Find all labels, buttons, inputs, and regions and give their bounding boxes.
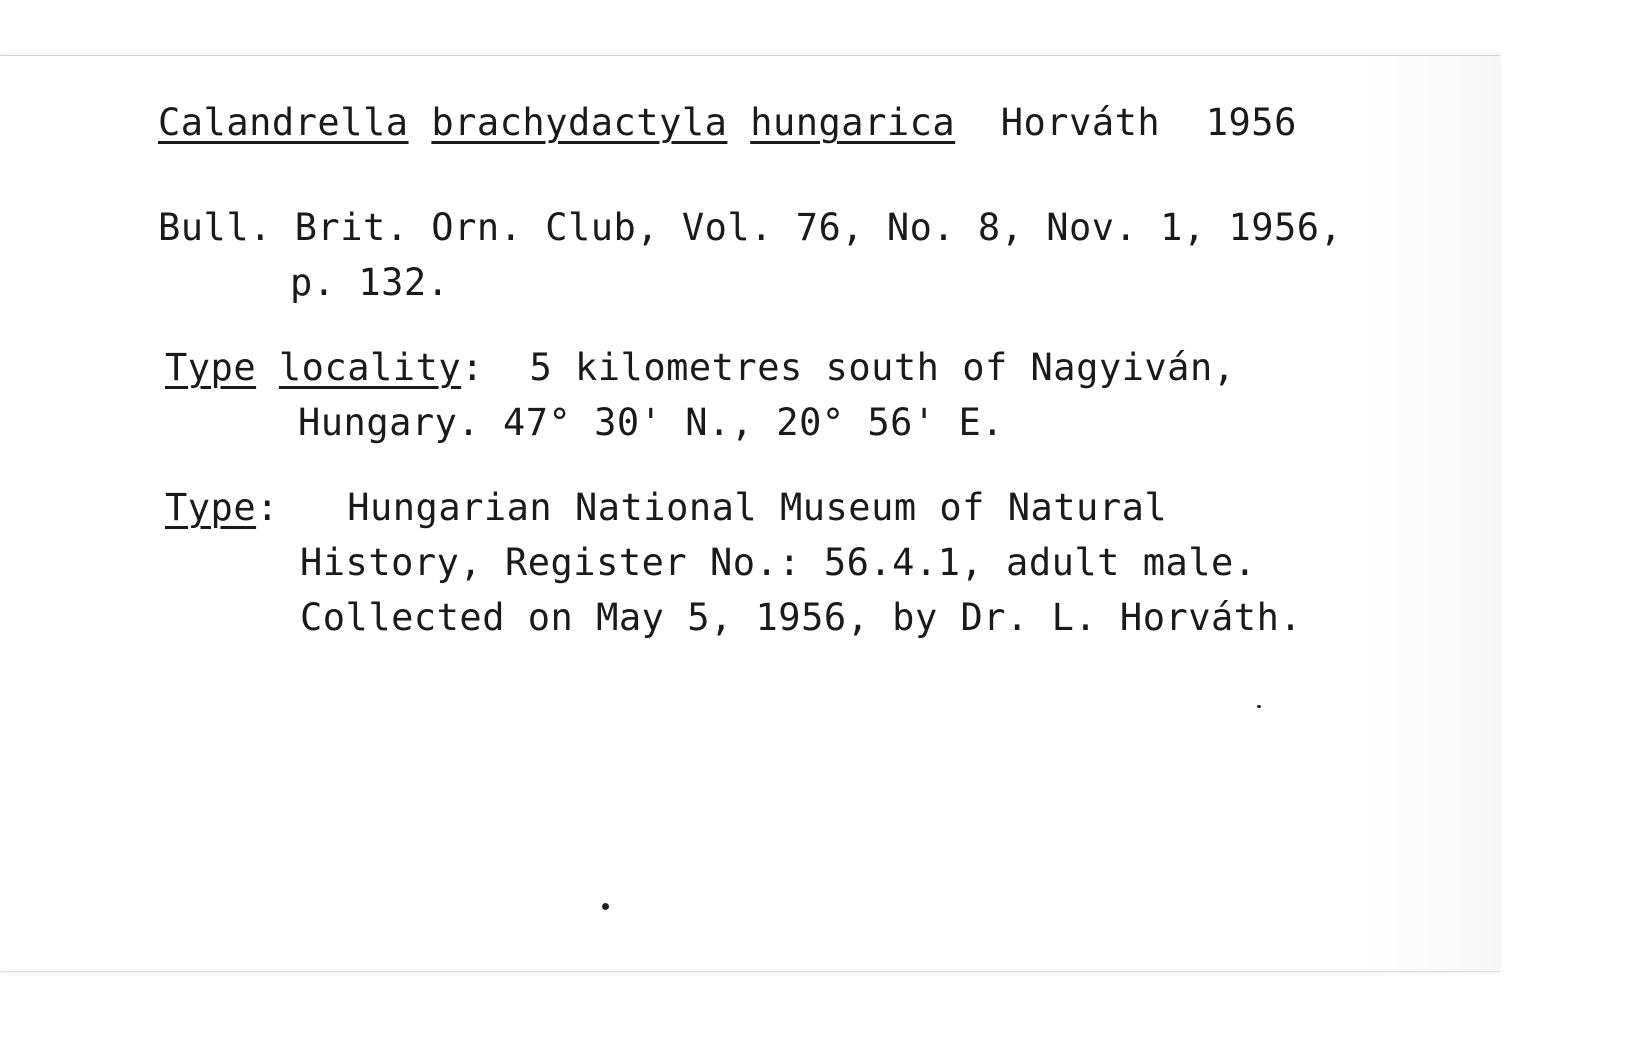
type-locality-line-2: Hungary. 47° 30' N., 20° 56' E. <box>298 401 1005 444</box>
type-line-1 <box>165 486 1167 529</box>
taxon-title <box>158 101 1297 144</box>
species-name: brachydactyla <box>431 101 728 144</box>
ink-speck <box>602 903 609 910</box>
subspecies-name: hungarica <box>750 101 956 144</box>
taxon-year: 1956 <box>1205 101 1297 144</box>
type-label: Type <box>165 486 257 529</box>
type-line-3: Collected on May 5, 1956, by Dr. L. Horváth. <box>300 596 1303 639</box>
type-locality-label-type: Type <box>165 346 257 389</box>
type-line-2: History, Register No.: 56.4.1, adult male. <box>300 541 1257 584</box>
genus-name: Calandrella <box>158 101 409 144</box>
type-colon: : <box>256 486 279 529</box>
taxon-author: Horváth <box>1000 101 1161 144</box>
type-locality-text-1: 5 kilometres south of Nagyiván, <box>529 346 1236 389</box>
type-locality-colon: : <box>461 346 484 389</box>
citation-line-1: Bull. Brit. Orn. Club, Vol. 76, No. 8, Nov. 1, 1956, <box>158 206 1343 249</box>
citation-line-2: p. 132. <box>290 261 450 304</box>
type-locality-label-locality: locality <box>278 346 462 389</box>
type-locality-line-1 <box>165 346 1236 389</box>
type-text-1: Hungarian National Museum of Natural <box>347 486 1168 529</box>
index-card <box>0 55 1500 972</box>
ink-speck <box>1257 705 1261 708</box>
